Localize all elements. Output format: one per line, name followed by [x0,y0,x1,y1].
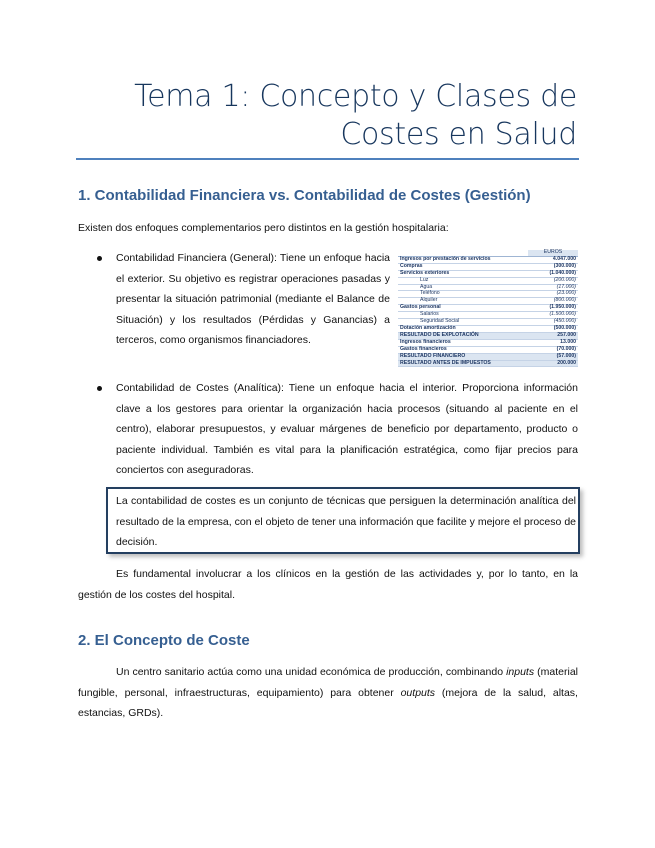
row-label: Salarios [398,312,528,319]
definition-text: La contabilidad de costes es un conjunto de técnicas que persiguen la determinación analítica del resultado de la empresa, con el objeto de tener una información que facilite y mejore el proceso de decisión. [116,495,576,548]
title-line-2: Costes en Salud [340,117,577,152]
table-row [398,353,578,360]
bullet-marker [97,386,102,391]
cost-text-part-2: (material fungible, personal, infraestructuras, equipamiento) para obtener [78,666,578,699]
row-value: (70.000) [528,346,578,353]
row-value: (57.000) [528,353,578,360]
row-value: (300.000) [528,263,578,270]
row-value: 13.000 [528,339,578,346]
table-row [398,277,578,284]
row-value: (800.000) [528,298,578,305]
row-label: Teléfono [398,291,528,298]
row-label: Dotación amortización [398,325,528,332]
row-value: (500.000) [528,325,578,332]
row-label: Alquiler [398,298,528,305]
row-value: (17.000) [528,284,578,291]
row-label: RESULTADO DE EXPLOTACIÓN [398,332,528,339]
table-row [398,360,578,367]
row-label: Ingresos por prestación de servicios [398,256,528,263]
income-statement-table [398,250,578,367]
document-title [57,78,577,154]
row-value: 200.000 [528,360,578,367]
row-label: Agua [398,284,528,291]
row-value: (1.040.000) [528,270,578,277]
section-1-heading: 1. Contabilidad Financiera vs. Contabilidad de Costes (Gestión) [78,187,531,204]
row-label: Compras [398,263,528,270]
table-header-euros: EUROS [528,250,578,256]
row-value: (200.000) [528,277,578,284]
section-2-heading: 2. El Concepto de Coste [78,632,250,649]
row-value: (23.000) [528,291,578,298]
row-label: Gastos personal [398,305,528,312]
bullet-financial-accounting: Contabilidad Financiera (General): Tiene un enfoque hacia el exterior. Su objetivo es registrar operaciones pasadas y presentar la situación patrimonial (mediante el Balance de Situación) y los resultados (Pérdidas y Ganancias) a terceros, como organismos financiadores. [116,252,390,346]
row-label: Ingresos financieros [398,339,528,346]
term-inputs: inputs [506,666,535,678]
row-value: 257.000 [528,332,578,339]
row-label: Servicios exteriores [398,270,528,277]
row-label: Gastos financieros [398,346,528,353]
row-value: (1.950.000) [528,305,578,312]
title-line-1: Tema 1: Concepto y Clases de [134,79,577,114]
bullet-cost-accounting: Contabilidad de Costes (Analítica): Tiene un enfoque hacia el interior. Proporciona información clave a los gestores para orientar la organización hacia procesos (situando al paciente en el centro), elaborar presupuestos, y evaluar márgenes de beneficio por departamento, producto o paciente individual. También es vital para la planificación estratégica, como fijar precios para conciertos con aseguradoras. [116,382,578,476]
clinicians-paragraph: Es fundamental involucrar a los clínicos en la gestión de las actividades y, por lo tanto, en la gestión de los costes del hospital. [78,568,578,601]
row-label: RESULTADO FINANCIERO [398,353,528,360]
row-label: RESULTADO ANTES DE IMPUESTOS [398,360,528,367]
section-1-intro: Existen dos enfoques complementarios pero distintos en la gestión hospitalaria: [78,222,449,234]
row-value: (450.000) [528,319,578,326]
cost-concept-paragraph [78,662,578,724]
cost-text-part-1: Un centro sanitario actúa como una unidad económica de producción, combinando [116,666,507,678]
bullet-marker [97,256,102,261]
table-row [398,256,578,263]
row-label: Seguridad Social [398,319,528,326]
term-outputs: outputs [400,686,436,699]
row-value: 4.047.000 [528,256,578,263]
cost-text-part-3: (mejora de la salud, altas, estancias, GRDs). [78,686,578,719]
row-value: (1.500.000) [528,312,578,319]
row-label: Luz [398,277,528,284]
title-underline [76,158,579,160]
